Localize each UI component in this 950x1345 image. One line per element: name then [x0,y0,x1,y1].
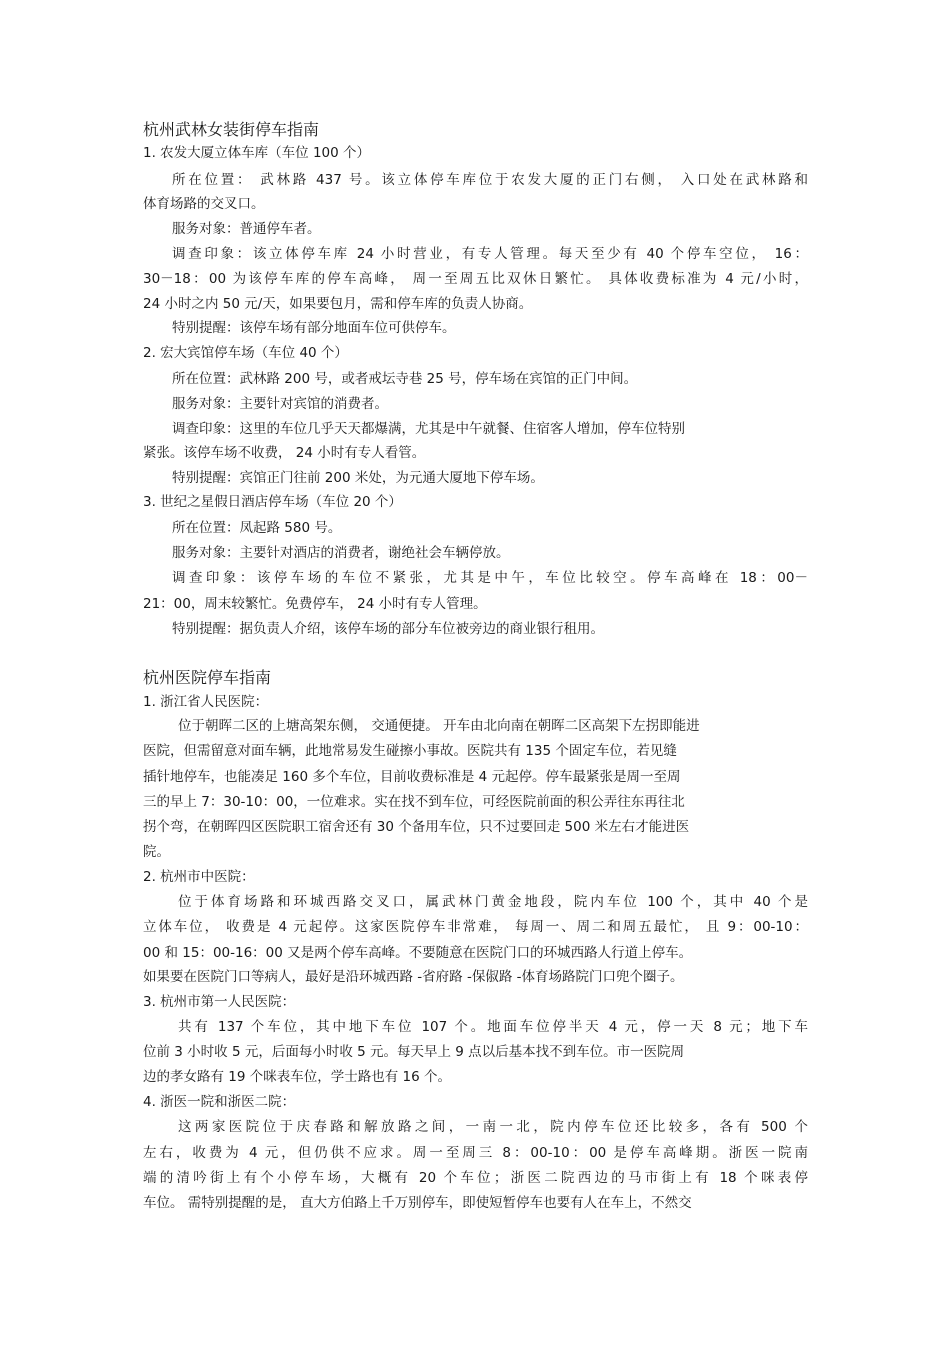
paragraph-line: 左右，收费为 4 元，但仍供不应求。周一至周三 8：00-10：00 是停车高峰期。浙医一院南 [143,1145,808,1161]
paragraph-line: 调查印象：该立体停车库 24 小时营业，有专人管理。每天至少有 40 个停车空位， 16： [172,246,808,262]
paragraph-line: 位于朝晖二区的上塘高架东侧， 交通便捷。 开车由北向南在朝晖二区高架下左拐即能进 [178,718,700,734]
paragraph-line: 服务对象：主要针对酒店的消费者，谢绝社会车辆停放。 [172,545,510,561]
hospital-heading: 2. 杭州市中医院： [143,869,255,885]
paragraph-line: 共有 137 个车位，其中地下车位 107 个。地面车位停半天 4 元，停一天 8 元；地下车 [178,1019,808,1035]
paragraph-line: 三的早上 7：30-10：00，一位难求。实在找不到车位，可经医院前面的积公弄往东再往北 [143,794,685,810]
parking-item-heading: 2. 宏大宾馆停车场（车位 40 个） [143,345,348,361]
paragraph-line: 所在位置：凤起路 580 号。 [172,520,342,536]
paragraph-line: 21：00，周末较繁忙。免费停车， 24 小时有专人管理。 [143,596,487,612]
paragraph-line: 30－18：00 为该停车库的停车高峰， 周一至周五比双休日繁忙。 具体收费标准为 4 元/小时， [143,271,808,287]
paragraph-line: 特别提醒：宾馆正门往前 200 米处，为元通大厦地下停车场。 [172,470,544,486]
hospital-heading: 3. 杭州市第一人民医院： [143,994,296,1010]
paragraph-line: 00 和 15：00-16：00 又是两个停车高峰。不要随意在医院门口的环城西路人行道上停车。 [143,945,693,961]
section2-title: 杭州医院停车指南 [143,668,272,687]
paragraph-line: 车位。 需特别提醒的是， 直大方伯路上千万别停车，即使短暂停车也要有人在车上，不然交 [143,1195,692,1211]
paragraph-line: 这两家医院位于庆春路和解放路之间，一南一北，院内停车位还比较多，各有 500 个 [178,1119,808,1135]
hospital-heading: 4. 浙医一院和浙医二院： [143,1094,296,1110]
paragraph-line: 24 小时之内 50 元/天，如果要包月，需和停车库的负责人协商。 [143,296,533,312]
paragraph-line: 医院，但需留意对面车辆，此地常易发生碰擦小事故。医院共有 135 个固定车位，若见缝 [143,743,677,759]
paragraph-line: 调查印象：这里的车位几乎天天都爆满，尤其是中午就餐、住宿客人增加，停车位特别 [172,421,685,437]
paragraph-line: 特别提醒：据负责人介绍，该停车场的部分车位被旁边的商业银行租用。 [172,621,604,637]
paragraph-line: 如果要在医院门口等病人，最好是沿环城西路 -省府路 -保俶路 -体育场路院门口兜个圈子。 [143,969,684,985]
paragraph-line: 拐个弯，在朝晖四区医院职工宿舍还有 30 个备用车位，只不过要回走 500 米左右才能进医 [143,819,690,835]
paragraph-line: 位于体育场路和环城西路交叉口，属武林门黄金地段，院内车位 100 个，其中 40 个是 [178,894,808,910]
parking-item-heading: 3. 世纪之星假日酒店停车场（车位 20 个） [143,494,402,510]
paragraph-line: 院。 [143,844,170,860]
hospital-heading: 1. 浙江省人民医院： [143,694,269,710]
parking-item-heading: 1. 农发大厦立体车库（车位 100 个） [143,145,371,161]
paragraph-line: 所在位置： 武林路 437 号。该立体停车库位于农发大厦的正门右侧， 入口处在武林路和 [172,172,808,188]
paragraph-line: 调查印象：该停车场的车位不紧张，尤其是中午，车位比较空。停车高峰在 18：00－ [172,570,808,586]
paragraph-line: 立体车位， 收费是 4 元起停。这家医院停车非常难， 每周一、周二和周五最忙， 且 9：00-10： [143,919,808,935]
paragraph-line: 紧张。该停车场不收费， 24 小时有专人看管。 [143,445,426,461]
paragraph-line: 所在位置：武林路 200 号，或者戒坛寺巷 25 号，停车场在宾馆的正门中间。 [172,371,638,387]
section1-title: 杭州武林女装街停车指南 [143,120,320,139]
paragraph-line: 插针地停车，也能凑足 160 多个车位，目前收费标准是 4 元起停。停车最紧张是周一至周 [143,769,681,785]
paragraph-line: 位前 3 小时收 5 元，后面每小时收 5 元。每天早上 9 点以后基本找不到车位。市一医院周 [143,1044,685,1060]
paragraph-line: 边的孝女路有 19 个咪表车位，学士路也有 16 个。 [143,1069,452,1085]
paragraph-line: 服务对象：普通停车者。 [172,221,321,237]
paragraph-line: 特别提醒：该停车场有部分地面车位可供停车。 [172,320,456,336]
paragraph-line: 体育场路的交叉口。 [143,196,265,212]
paragraph-line: 端的清吟街上有个小停车场，大概有 20 个车位；浙医二院西边的马市街上有 18 个咪表停 [143,1170,808,1186]
paragraph-line: 服务对象：主要针对宾馆的消费者。 [172,396,388,412]
